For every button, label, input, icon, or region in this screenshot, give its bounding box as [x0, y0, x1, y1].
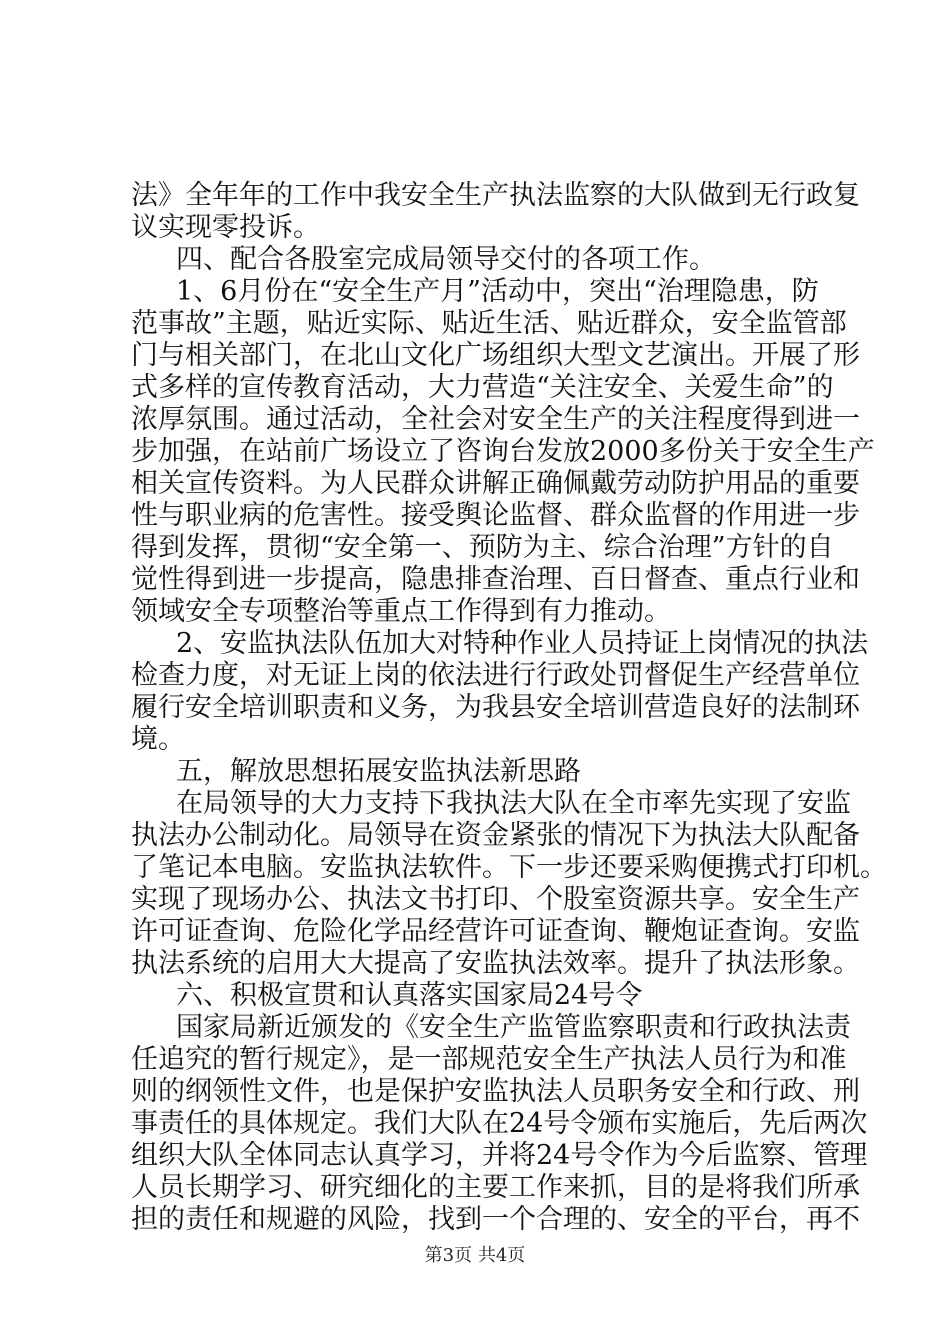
text-line: 浓厚氛围。通过活动，全社会对安全生产的关注程度得到进一 [131, 404, 860, 435]
text-line: 五，解放思想拓展安监执法新思路 [176, 756, 581, 787]
text-line: 六、积极宣贯和认真落实国家局24号令 [176, 980, 643, 1011]
text-line: 则的纲领性文件，也是保护安监执法人员职务安全和行政、刑 [131, 1076, 860, 1107]
text-line: 觉性得到进一步提高，隐患排查治理、百日督查、重点行业和 [131, 564, 860, 595]
text-line: 议实现零投诉。 [131, 212, 320, 243]
text-line: 相关宣传资料。为人民群众讲解正确佩戴劳动防护用品的重要 [131, 468, 860, 499]
text-line: 人员长期学习、研究细化的主要工作来抓，目的是将我们所承 [131, 1172, 860, 1203]
text-line: 2、安监执法队伍加大对特种作业人员持证上岗情况的执法 [176, 628, 869, 659]
text-line: 了笔记本电脑。安监执法软件。下一步还要采购便携式打印机。 [131, 852, 887, 883]
text-line: 1、6月份在“安全生产月”活动中，突出“治理隐患，防 [176, 276, 819, 307]
text-line: 境。 [131, 724, 185, 755]
text-line: 任追究的暂行规定》，是一部规范安全生产执法人员行为和准 [131, 1044, 847, 1075]
text-line: 执法系统的启用大大提高了安监执法效率。提升了执法形象。 [131, 948, 860, 979]
text-line: 性与职业病的危害性。接受舆论监督、群众监督的作用进一步 [131, 500, 860, 531]
text-line: 许可证查询、危险化学品经营许可证查询、鞭炮证查询。安监 [131, 916, 860, 947]
text-line: 四、配合各股室完成局领导交付的各项工作。 [176, 244, 716, 275]
text-line: 在局领导的大力支持下我执法大队在全市率先实现了安监 [176, 788, 851, 819]
text-line: 国家局新近颁发的《安全生产监管监察职责和行政执法责 [176, 1012, 851, 1043]
text-line: 履行安全培训职责和义务，为我县安全培训营造良好的法制环 [131, 692, 860, 723]
text-line: 担的责任和规避的风险，找到一个合理的、安全的平台，再不 [131, 1204, 860, 1235]
text-line: 领域安全专项整治等重点工作得到有力推动。 [131, 596, 671, 627]
text-line: 法》全年年的工作中我安全生产执法监察的大队做到无行政复 [131, 180, 860, 211]
text-line: 步加强，在站前广场设立了咨询台发放2000多份关于安全生产 [131, 436, 875, 467]
text-line: 门与相关部门，在北山文化广场组织大型文艺演出。开展了形 [131, 340, 860, 371]
text-line: 实现了现场办公、执法文书打印、个股室资源共享。安全生产 [131, 884, 860, 915]
text-line: 执法办公制动化。局领导在资金紧张的情况下为执法大队配备 [131, 820, 860, 851]
text-line: 范事故”主题，贴近实际、贴近生活、贴近群众，安全监管部 [131, 308, 847, 339]
text-line: 得到发挥，贯彻“安全第一、预防为主、综合治理”方针的自 [131, 532, 834, 563]
page-number-footer: 第3页 共4页 [424, 1245, 526, 1266]
text-line: 式多样的宣传教育活动，大力营造“关注安全、关爱生命”的 [131, 372, 834, 403]
text-line: 组织大队全体同志认真学习，并将24号令作为今后监察、管理 [131, 1140, 868, 1171]
text-line: 检查力度，对无证上岗的依法进行行政处罚督促生产经营单位 [131, 660, 860, 691]
text-line: 事责任的具体规定。我们大队在24号令颁布实施后，先后两次 [131, 1108, 868, 1139]
